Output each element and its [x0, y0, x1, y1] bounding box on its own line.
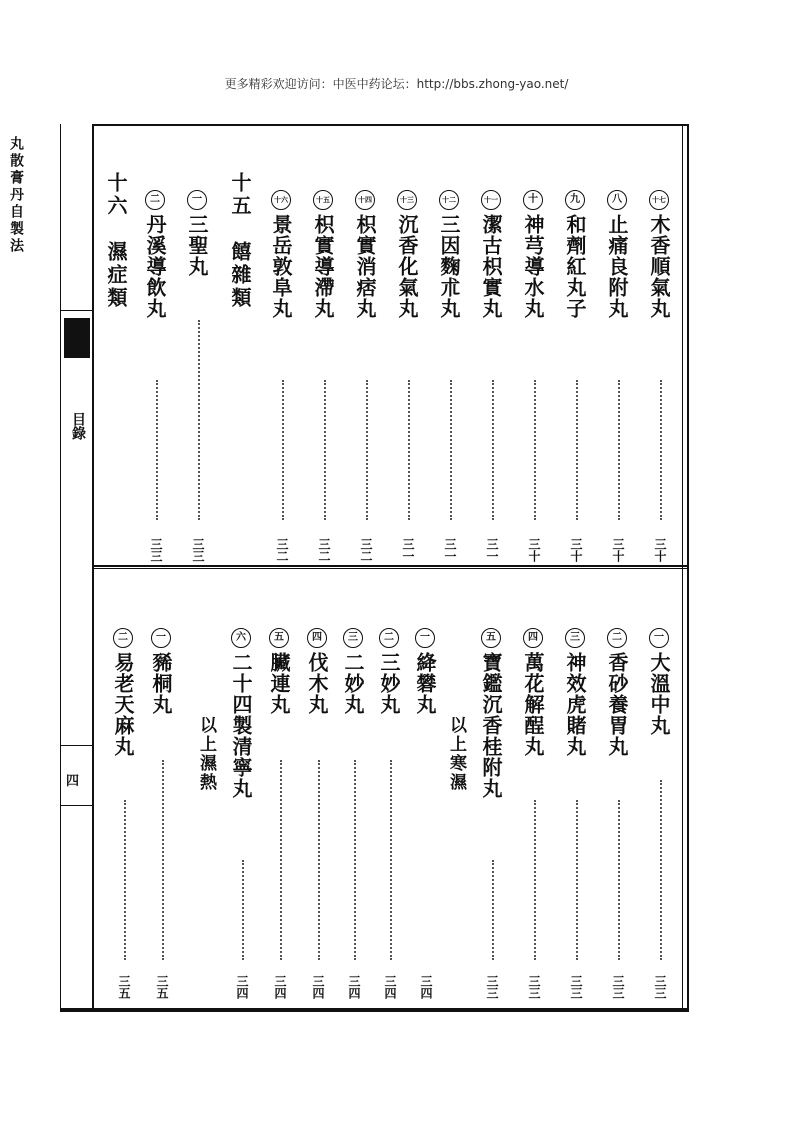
toc-entry[interactable] — [564, 628, 586, 757]
entry-number: 二 — [379, 628, 399, 648]
group-note: 以上濕熱 — [196, 716, 216, 792]
toc-entry[interactable] — [606, 628, 628, 757]
entry-number: 九 — [565, 190, 585, 210]
site-header: 更多精彩欢迎访问：中医中药论坛：http://bbs.zhong-yao.net/ — [224, 77, 569, 91]
entry-number: 四 — [307, 628, 327, 648]
entry-title: 三妙丸 — [377, 652, 401, 715]
entry-title: 大溫中丸 — [647, 652, 671, 736]
entry-number: 二 — [113, 628, 133, 648]
toc-entry[interactable] — [606, 190, 628, 319]
toc-entry[interactable] — [230, 628, 252, 799]
entry-page: 三十 — [653, 538, 667, 562]
bottom-rule — [60, 1008, 689, 1012]
toc-entry[interactable] — [112, 628, 134, 757]
entry-title: 寶鑑沉香桂附丸 — [479, 652, 503, 799]
entry-title: 臟連丸 — [267, 652, 291, 715]
entry-page: 三四 — [383, 975, 397, 999]
toc-entry[interactable] — [150, 628, 172, 715]
entry-page: 三四 — [347, 975, 361, 999]
entry-title: 木香順氣丸 — [647, 214, 671, 319]
entry-page: 三五 — [155, 975, 169, 999]
entry-number: 十六 — [271, 190, 291, 210]
entry-page: 三十 — [569, 538, 583, 562]
entry-number: 五 — [269, 628, 289, 648]
spine — [60, 124, 92, 1012]
toc-entry[interactable] — [306, 628, 328, 715]
entry-page: 三四 — [235, 975, 249, 999]
spine-section: 目錄 — [70, 412, 86, 440]
entry-title: 和劑紅丸子 — [563, 214, 587, 319]
entry-title: 香砂養胃丸 — [605, 652, 629, 757]
entry-page: 三十 — [527, 538, 541, 562]
entry-page: 三二 — [359, 538, 373, 562]
entry-title: 絳礬丸 — [413, 652, 437, 715]
entry-title: 神芎導水丸 — [521, 214, 545, 319]
entry-title: 枳實消痞丸 — [353, 214, 377, 319]
toc-entry[interactable] — [354, 190, 376, 319]
toc-entry[interactable] — [648, 190, 670, 319]
entry-title: 萬花解酲丸 — [521, 652, 545, 757]
entry-page: 三三 — [527, 975, 541, 999]
entry-number: 一 — [415, 628, 435, 648]
toc-entry[interactable] — [144, 190, 166, 319]
category-heading: 十六 濕症類 — [104, 172, 128, 310]
entry-number: 十四 — [355, 190, 375, 210]
entry-number: 五 — [481, 628, 501, 648]
entry-page: 三三 — [611, 975, 625, 999]
entry-title: 豨桐丸 — [149, 652, 173, 715]
entry-title: 易老天麻丸 — [111, 652, 135, 757]
entry-page: 三四 — [311, 975, 325, 999]
toc-entry[interactable] — [564, 190, 586, 319]
entry-number: 八 — [607, 190, 627, 210]
spine-mark — [64, 318, 90, 358]
spine-title: 丸散膏丹自製法 — [8, 136, 24, 255]
toc-entry[interactable] — [342, 628, 364, 715]
entry-title: 止痛良附丸 — [605, 214, 629, 319]
entry-page: 三五 — [117, 975, 131, 999]
entry-page: 三一 — [401, 538, 415, 562]
entry-title: 三聖丸 — [185, 214, 209, 277]
entry-number: 一 — [649, 628, 669, 648]
entry-number: 三 — [565, 628, 585, 648]
entry-page: 三四 — [419, 975, 433, 999]
entry-title: 伐木丸 — [305, 652, 329, 715]
entry-title: 丹溪導飲丸 — [143, 214, 167, 319]
toc-entry[interactable] — [270, 190, 292, 319]
entry-title: 二十四製清寧丸 — [229, 652, 253, 799]
entry-number: 十一 — [481, 190, 501, 210]
entry-page: 三二 — [275, 538, 289, 562]
toc-entry[interactable] — [480, 190, 502, 319]
entry-page: 三三 — [149, 538, 163, 562]
entry-number: 十七 — [649, 190, 669, 210]
entry-number: 十二 — [439, 190, 459, 210]
entry-page: 三一 — [443, 538, 457, 562]
category-heading: 十五 饎雜類 — [228, 172, 252, 310]
entry-number: 三 — [343, 628, 363, 648]
toc-entry[interactable] — [522, 190, 544, 319]
entry-number: 一 — [151, 628, 171, 648]
spine-page-number: 四 — [66, 774, 80, 789]
entry-title: 景岳敦阜丸 — [269, 214, 293, 319]
entry-number: 十五 — [313, 190, 333, 210]
entry-number: 十 — [523, 190, 543, 210]
entry-title: 二妙丸 — [341, 652, 365, 715]
entry-page: 三一 — [485, 538, 499, 562]
entry-number: 二 — [607, 628, 627, 648]
toc-entry[interactable] — [648, 628, 670, 736]
entry-number: 四 — [523, 628, 543, 648]
entry-title: 沉香化氣丸 — [395, 214, 419, 319]
entry-number: 六 — [231, 628, 251, 648]
toc-entry[interactable] — [312, 190, 334, 319]
entry-title: 潔古枳實丸 — [479, 214, 503, 319]
entry-number: 二 — [145, 190, 165, 210]
entry-page: 三三 — [485, 975, 499, 999]
entry-page: 三十 — [611, 538, 625, 562]
entry-page: 三二 — [317, 538, 331, 562]
entry-number: 一 — [187, 190, 207, 210]
entry-page: 三三 — [191, 538, 205, 562]
toc-entry[interactable] — [414, 628, 436, 715]
toc-entry[interactable] — [480, 628, 502, 799]
toc-entry[interactable] — [396, 190, 418, 319]
toc-entry[interactable] — [522, 628, 544, 757]
entry-page: 三四 — [273, 975, 287, 999]
toc-entry[interactable] — [268, 628, 290, 715]
entry-title: 神效虎賭丸 — [563, 652, 587, 757]
entry-title: 三因麴朮丸 — [437, 214, 461, 319]
entry-title: 枳實導滯丸 — [311, 214, 335, 319]
toc-entry[interactable] — [438, 190, 460, 319]
page-divider — [92, 565, 689, 569]
entry-page: 三三 — [653, 975, 667, 999]
entry-number: 十三 — [397, 190, 417, 210]
toc-entry[interactable] — [186, 190, 208, 277]
toc-entry[interactable] — [378, 628, 400, 715]
entry-page: 三三 — [569, 975, 583, 999]
group-note: 以上寒濕 — [446, 716, 466, 792]
